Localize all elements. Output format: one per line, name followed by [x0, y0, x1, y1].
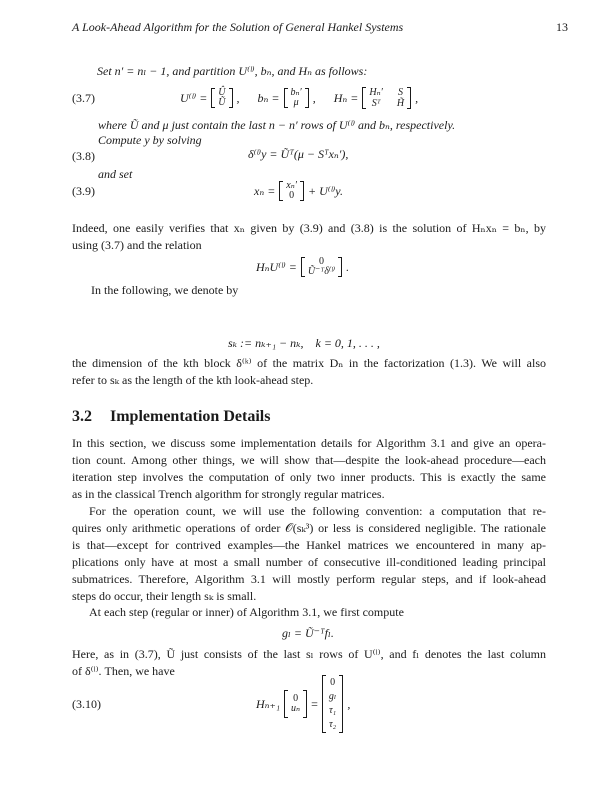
section-heading: 3.2 Implementation Details	[72, 408, 271, 425]
equation-3-9-label: (3.9)	[72, 184, 95, 198]
dimension-line-2: refer to sₖ as the length of the kth look-ahead step.	[72, 373, 314, 387]
dimension-line-1: the dimension of the kth block δ⁽ᵏ⁾ of the matrix Dₙ in the factorization (1.3). We will also	[72, 356, 546, 370]
b-vector: bₙ′ μ	[284, 88, 309, 108]
page-number: 13	[556, 20, 568, 34]
para1-line-2: tion count. Among other things, we will show that—despite the look-ahead procedure—each	[72, 453, 546, 467]
equation-3-8-label: (3.8)	[72, 149, 95, 163]
set-line: Set n′ = nₗ − 1, and partition U⁽ˡ⁾, bₙ, and Hₙ as follows:	[97, 64, 368, 78]
equation-3-9: xₙ = xₙ′ 0 + U⁽ˡ⁾y.	[254, 180, 343, 201]
u-lhs: U⁽ˡ⁾ =	[180, 90, 208, 105]
equation-3-7-label: (3.7)	[72, 91, 95, 105]
following-line: In the following, we denote by	[91, 283, 239, 297]
equation-3-10: Hₙ₊₁ 0 uₙ = 0 gₗ τ₁ τ₂ ,	[256, 675, 350, 733]
indeed-line-2: using (3.7) and the relation	[72, 238, 202, 252]
h-lhs: Hₙ =	[333, 90, 359, 105]
g-equation: gₗ = Ũ⁻ᵀfₗ.	[282, 626, 334, 640]
running-title: A Look-Ahead Algorithm for the Solution of General Hankel Systems	[72, 20, 404, 34]
para1-line-4: as in the classical Trench algorithm for strongly regular matrices.	[72, 487, 385, 501]
b-lhs: bₙ =	[257, 90, 280, 105]
equation-3-7: U⁽ˡ⁾ = Û Ũ , bₙ = bₙ′ μ , Hₙ = Hₙ′ S Sᵀ H̃ ,	[180, 87, 419, 109]
relation-equation: HₙU⁽ˡ⁾ = 0 Ũ⁻ᵀδ⁽ˡ⁾ .	[256, 256, 350, 277]
para2-line-2: quires only arithmetic operations of order 𝒪(sₖ³) or less is considered negligible. The rationale	[72, 521, 546, 535]
h-matrix: Hₙ′ S Sᵀ H̃	[362, 87, 411, 109]
and-set-line: and set	[98, 167, 133, 181]
sk-definition: sₖ := nₖ₊₁ − nₖ, k = 0, 1, . . . ,	[228, 336, 380, 350]
here-line-1: Here, as in (3.7), Ũ just consists of the last sₗ rows of U⁽ˡ⁾, and fₗ denotes the last column	[72, 647, 546, 661]
compute-line: Compute y by solving	[98, 133, 202, 147]
equation-3-8: δ⁽ˡ⁾y = Ũᵀ(μ − Sᵀxₙ′),	[248, 147, 349, 161]
para2-line-5: submatrices. Therefore, Algorithm 3.1 will mostly perform regular steps, and if look-ahead	[72, 572, 546, 586]
para2-line-6: steps do occur, their length sₖ is small.	[72, 589, 257, 603]
u-matrix: Û Ũ	[211, 88, 232, 108]
para3-line: At each step (regular or inner) of Algorithm 3.1, we first compute	[89, 605, 404, 619]
indeed-line-1: Indeed, one easily verifies that xₙ given by (3.9) and (3.8) is the solution of Hₙxₙ = bₙ, by	[72, 221, 546, 235]
para2-line-1: For the operation count, we will use the following convention: a computation that re-	[89, 504, 546, 518]
para2-line-4: plications only have at most a small number of consecutive ill-conditioned leading principal	[72, 555, 546, 569]
para1-line-3: iteration step involves the computation of only two inner products. This is exactly the same	[72, 470, 546, 484]
para2-line-3: is that—except for contrived examples—the Hankel matrices we encountered in many ap-	[72, 538, 546, 552]
here-line-2: of δ⁽ˡ⁾. Then, we have	[72, 664, 175, 678]
equation-3-10-label: (3.10)	[72, 697, 101, 711]
where-line: where Ũ and μ just contain the last n − n′ rows of U⁽ˡ⁾ and bₙ, respectively.	[98, 118, 456, 132]
para1-line-1: In this section, we discuss some implementation details for Algorithm 3.1 and give an opera-	[72, 436, 546, 450]
